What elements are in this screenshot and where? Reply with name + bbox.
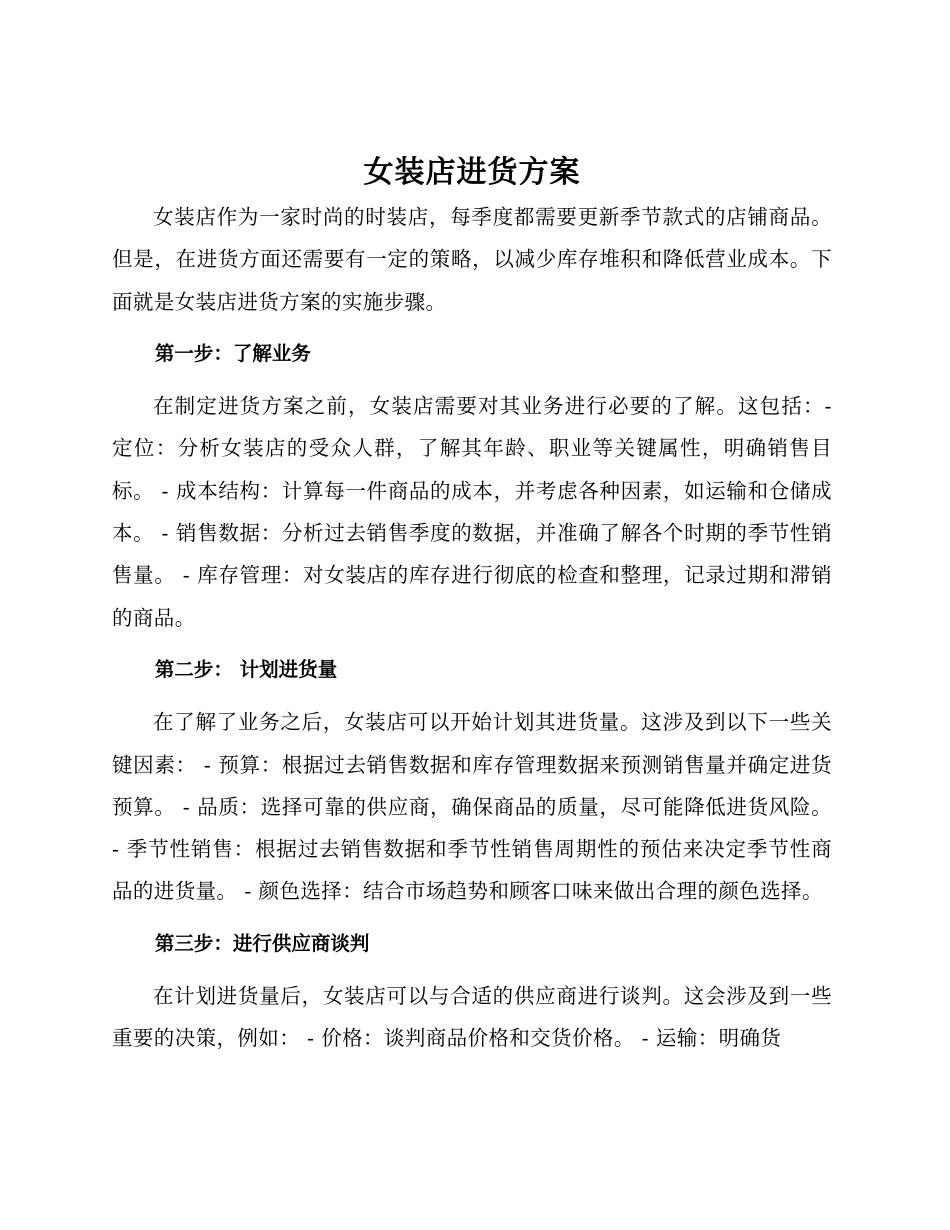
section-heading-step3: 第三步：进行供应商谈判 [154,931,370,955]
intro-paragraph: 女装店作为一家时尚的时装店，每季度都需要更新季节款式的店铺商品。但是，在进货方面还需要有一定的策略，以减少库存堆积和降低营业成本。下面就是女装店进货方案的实施步骤。 [112,205,832,314]
section-body-step1: 在制定进货方案之前，女装店需要对其业务进行必要的了解。这包括：- 定位：分析女装店的受众人群，了解其年龄、职业等关键属性，明确销售目标。 - 成本结构：计算每一件商品的成本，并考虑各种因素，如运输和仓储成本。 - 销售数据：分析过去销售季度的数据，并准确了解各个时期的季节性销售量。 - 库存管理：对女装店的库存进行彻底的检查和整理，记录过期和滞销的商品。 [112,394,832,630]
section-body-step3: 在计划进货量后，女装店可以与合适的供应商进行谈判。这会涉及到一些重要的决策，例如： - 价格：谈判商品价格和交货价格。 - 运输：明确货 [112,984,832,1051]
section-heading-step1: 第一步：了解业务 [154,341,311,365]
section-body-step2: 在了解了业务之后，女装店可以开始计划其进货量。这涉及到以下一些关键因素： - 预算：根据过去销售数据和库存管理数据来预测销售量并确定进货预算。 - 品质：选择可靠的供应商，确保商品的质量，尽可能降低进货风险。 - 季节性销售：根据过去销售数据和季节性销售周期性的预估来决定季节性商品的进货量。 - 颜色选择：结合市场趋势和顾客口味来做出合理的颜色选择。 [112,710,832,904]
document-title: 女装店进货方案 [363,155,581,190]
section-heading-step2: 第二步： 计划进货量 [154,657,338,681]
document-content [112,152,832,1060]
